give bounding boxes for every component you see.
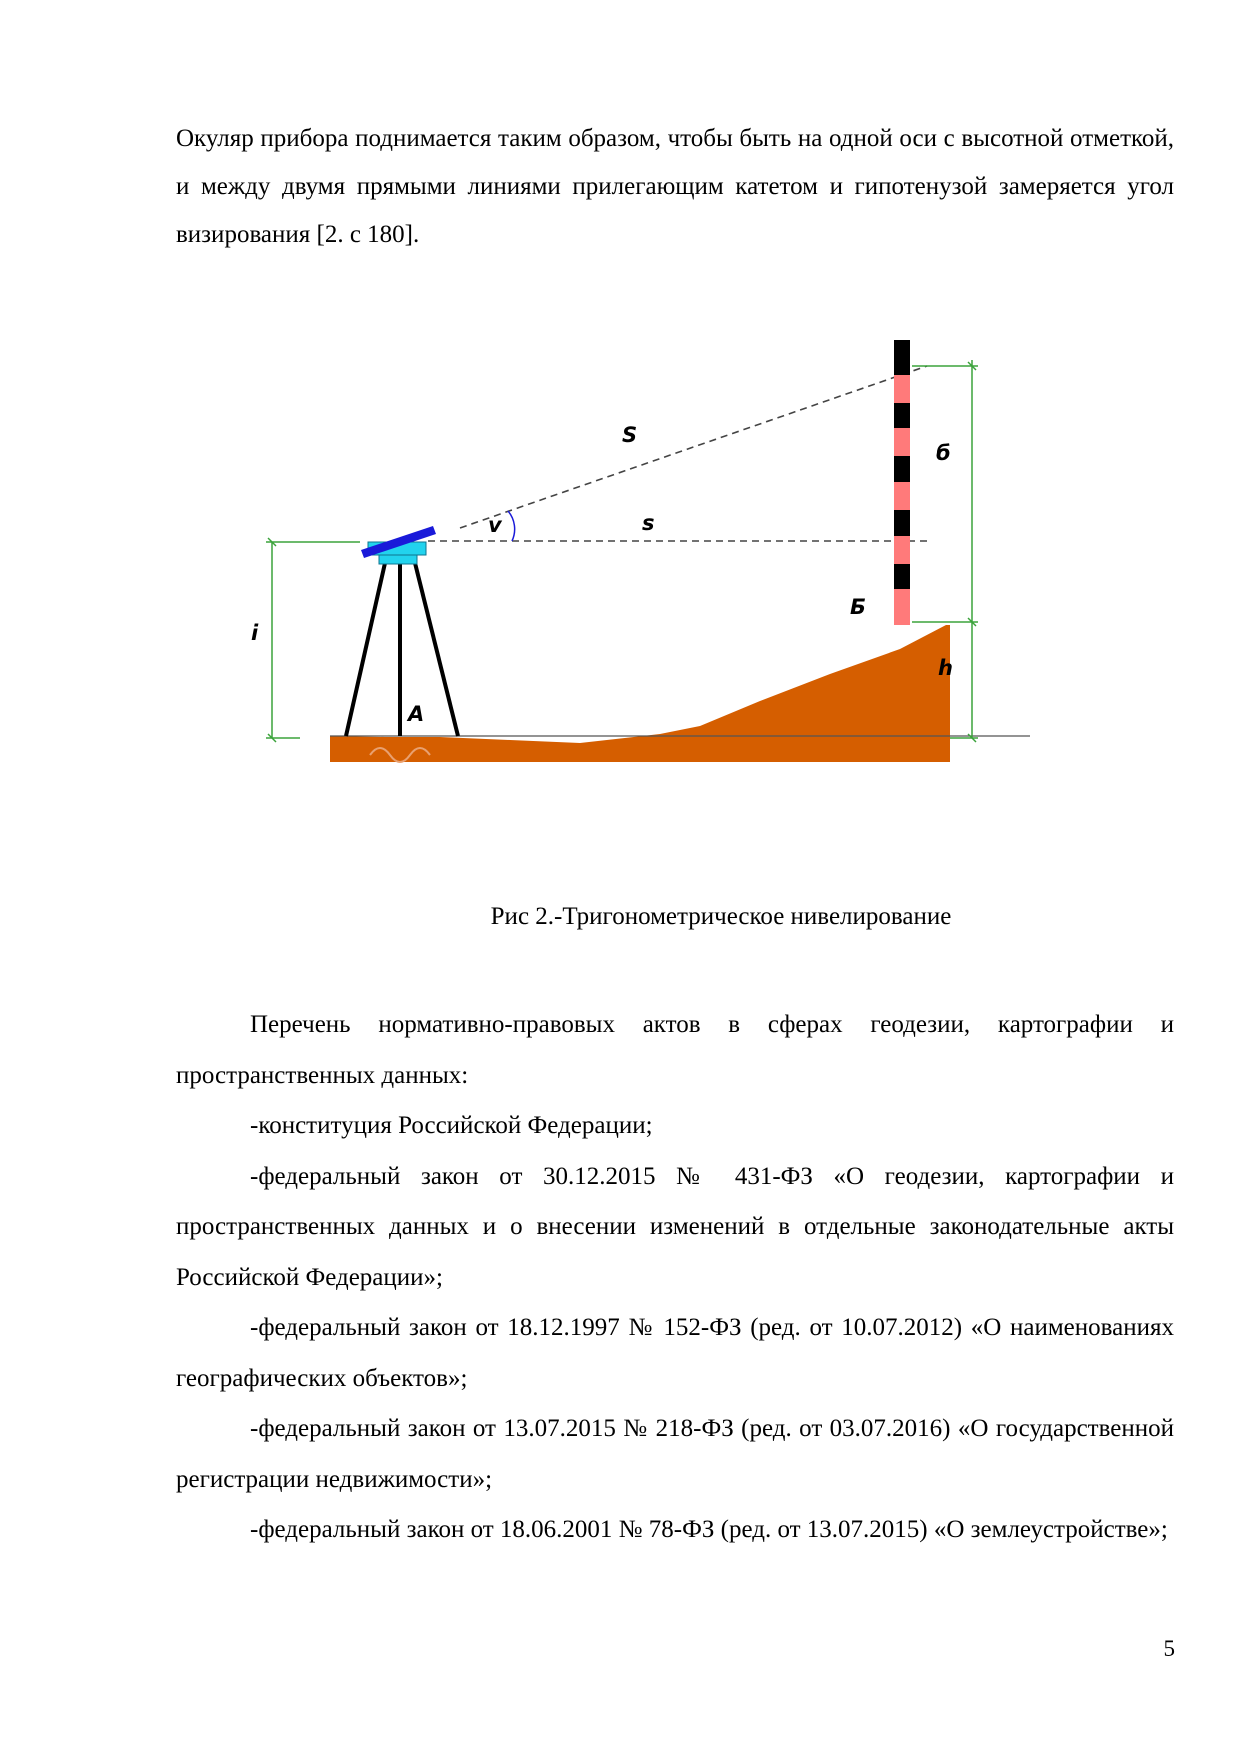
list-item: -федеральный закон от 30.12.2015 № 431-ФЗ «О геодезии, картографии и пространственных данных и о внесении изменений в отдельные законодательные акты Российской Федерации»; — [176, 1162, 1174, 1291]
leveling-staff — [894, 340, 910, 625]
label-s: s — [642, 511, 655, 535]
page-number: 5 — [1163, 1636, 1175, 1661]
dimension-i — [266, 538, 360, 742]
label-A: A — [408, 702, 425, 726]
label-B: Б — [850, 595, 867, 619]
figure-trig-leveling — [251, 370, 1120, 850]
ground-terrain — [330, 625, 950, 762]
tripod — [346, 563, 458, 736]
list-item: -федеральный закон от 18.06.2001 № 78-ФЗ (ред. от 13.07.2015) «О землеустройстве»; — [250, 1516, 1168, 1543]
angle-v-arc — [508, 511, 515, 541]
label-b: б — [936, 441, 951, 465]
list-item: -федеральный закон от 18.12.1997 № 152-ФЗ (ред. от 10.07.2012) «О наименованиях географических объектов»; — [176, 1314, 1174, 1392]
list-item: -конституция Российской Федерации; — [250, 1112, 653, 1139]
label-v: v — [488, 513, 502, 537]
inclined-sight-line — [460, 366, 927, 528]
figure-caption: Рис 2.-Тригонометрическое нивелирование — [490, 903, 952, 930]
intro-text — [176, 115, 1174, 259]
list-item: -федеральный закон от 13.07.2015 № 218-ФЗ (ред. от 03.07.2016) «О государственной регистрации недвижимости»; — [176, 1415, 1174, 1493]
label-h: h — [938, 656, 953, 680]
legal-acts-list — [176, 1000, 1174, 1556]
list-intro: Перечень нормативно-правовых актов в сферах геодезии, картографии и пространственных данных: — [176, 1011, 1174, 1089]
label-i: i — [251, 621, 259, 645]
trig-leveling-diagram — [251, 370, 1120, 850]
label-S: S — [622, 423, 638, 447]
intro-paragraph: Окуляр прибора поднимается таким образом, чтобы быть на одной оси с высотной отметкой, и между двумя прямыми линиями прилегающим катетом и гипотенузой замеряется угол визирования [2. с 180]. — [176, 125, 1174, 248]
